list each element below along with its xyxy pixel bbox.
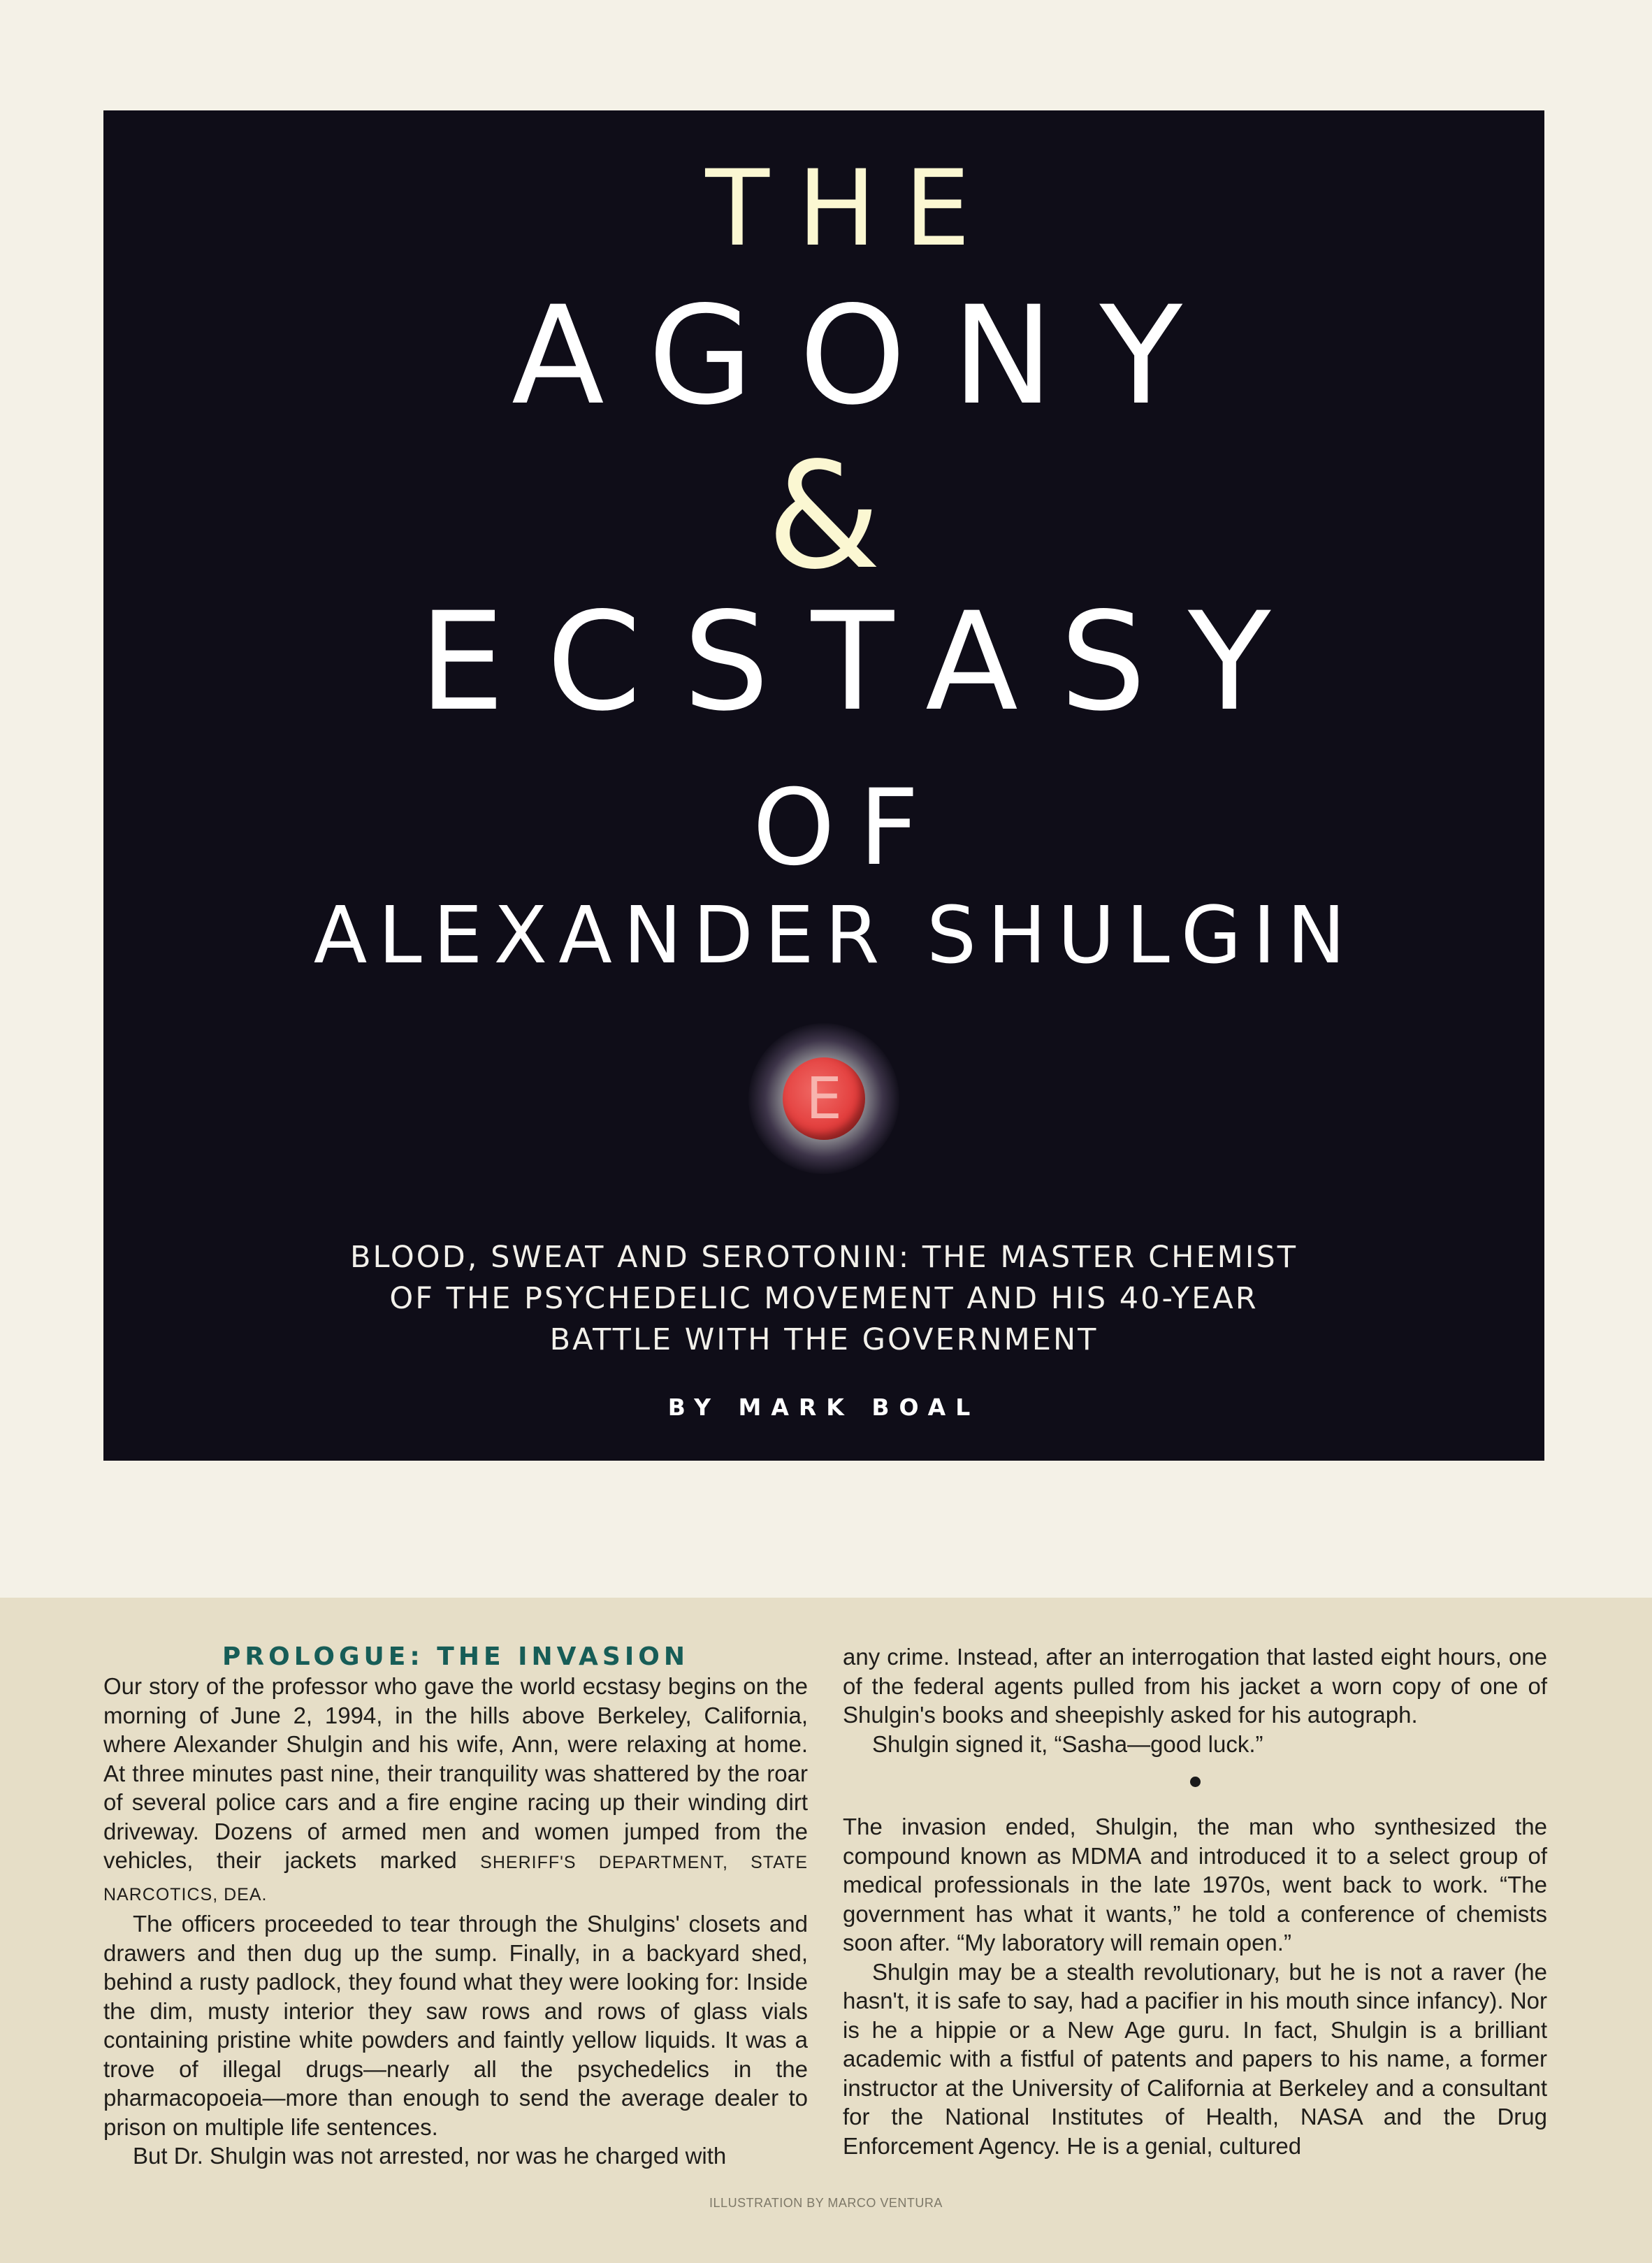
paragraph: Shulgin may be a stealth revolutionary, but he is not a raver (he hasn't, it is safe to say, had a pacifier in his mouth since infancy). Nor is he a hippie or a New Age guru. In fact, Shulgin is a brilliant academic with a fistful of patents and papers to his name, a former instructor at the University of California at Berkeley and a consultant for the National Institutes of Health, NASA and the Drug Enforcement Agency. He is a genial, cultured	[843, 1958, 1547, 2159]
byline: BY MARK BOAL	[667, 1394, 980, 1421]
section-heading: PROLOGUE: THE INVASION	[222, 1642, 689, 1671]
paragraph: But Dr. Shulgin was not arrested, nor was he charged with	[133, 2143, 727, 2169]
ecstasy-pill-illustration	[748, 1023, 899, 1174]
subtitle	[243, 1237, 1405, 1361]
article-column-left	[103, 1642, 808, 2171]
paragraph-text: Our story of the professor who gave the world ecstasy begins on the morning of June 2, 1994, in the hills above Berkeley, California, where Alexander Shulgin and his wife, Ann, were relaxing at home. At three minutes past nine, their tranquility was shattered by the roar of several police cars and a fire engine racing up their winding dirt driveway. Dozens of armed men and women jumped from the vehicles, their jackets marked	[103, 1673, 808, 1873]
section-break-bullet-icon	[1190, 1777, 1201, 1787]
title-panel	[103, 110, 1544, 1461]
subtitle-line: BLOOD, SWEAT AND SEROTONIN: THE MASTER CHEMIST	[350, 1240, 1298, 1275]
paragraph: The invasion ended, Shulgin, the man who synthesized the compound known as MDMA and introduced it to a select group of medical professionals in the late 1970s, went back to work. “The government has what it wants,” he told a conference of chemists soon after. “My laboratory will remain open.”	[843, 1814, 1547, 1955]
title-agony: AGONY	[512, 277, 1229, 435]
title-ampersand: &	[767, 431, 881, 602]
title-alexander-shulgin: ALEXANDER SHULGIN	[313, 890, 1357, 981]
jacket-labels: SHERIFF'S DEPARTMENT, STATE NARCOTICS, DEA.	[103, 1853, 808, 1904]
paragraph: The officers proceeded to tear through the Shulgins' closets and drawers and then dug up the sump. Finally, in a backyard shed, behind a rusty padlock, they found what they were looking for: Inside the dim, musty interior they saw rows and rows of glass vials containing pristine white powders and faintly yellow liquids. It was a trove of illegal drugs—nearly all the psychedelics in the pharmacopoeia—more than enough to send the average dealer to prison on multiple life sentences.	[103, 1911, 808, 2140]
subtitle-line: OF THE PSYCHEDELIC MOVEMENT AND HIS 40-YEAR	[389, 1281, 1259, 1316]
paragraph: any crime. Instead, after an interrogation that lasted eight hours, one of the federal agents pulled from his jacket a worn copy of one of Shulgin's books and sheepishly asked for his autograph.	[843, 1644, 1547, 1728]
pill-icon: E	[783, 1057, 865, 1140]
title-the: THE	[705, 148, 999, 270]
paragraph: Shulgin signed it, “Sasha—good luck.”	[872, 1730, 1263, 1757]
paragraph	[103, 1672, 808, 1909]
title-ecstasy: ECSTASY	[419, 583, 1313, 741]
illustration-credit: ILLUSTRATION BY MARCO VENTURA	[709, 2196, 943, 2210]
title-of: OF	[752, 767, 943, 889]
subtitle-line: BATTLE WITH THE GOVERNMENT	[549, 1322, 1099, 1357]
article-column-right	[843, 1642, 1547, 2160]
